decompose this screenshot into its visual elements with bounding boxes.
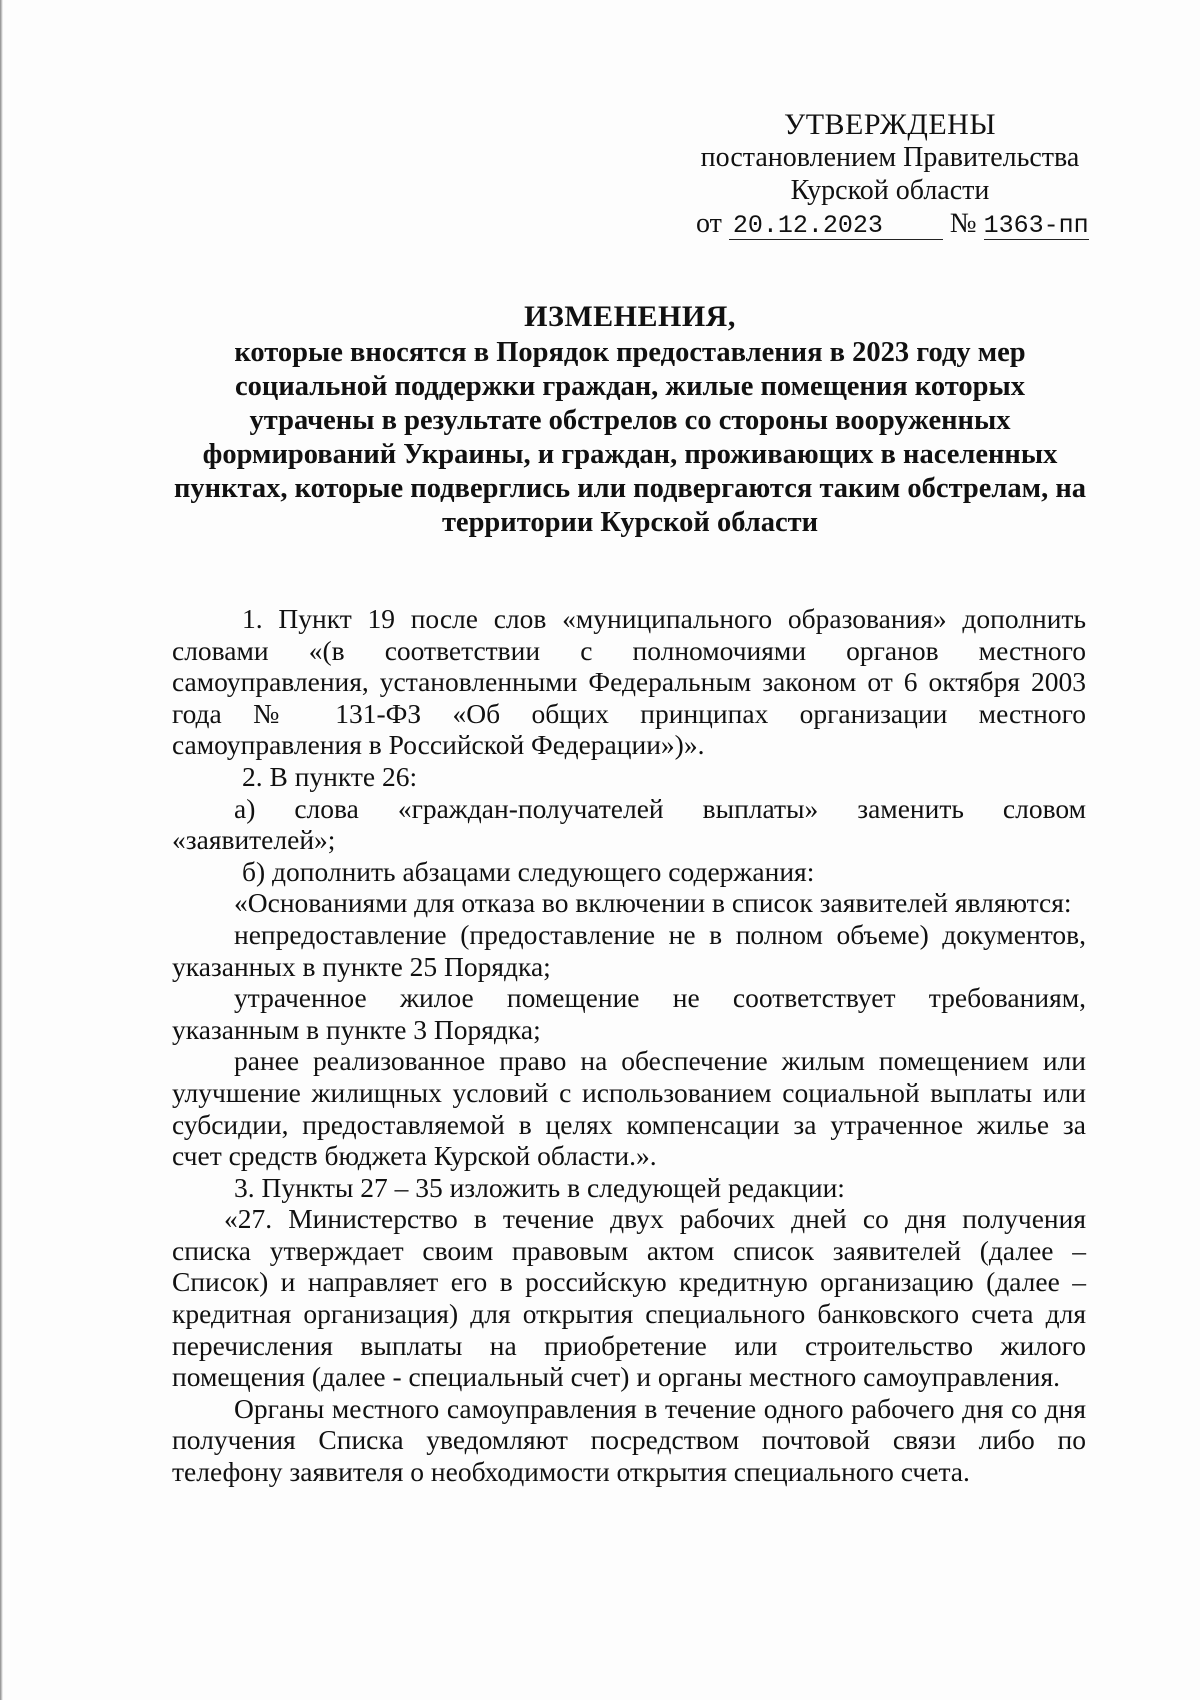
paragraph: 1. Пункт 19 после слов «муниципального образования» дополнить словами «(в соответствии с полномочиями органов местного самоуправления, установленными Федеральным законом от 6 октября 2003 года № 131-ФЗ «Об общих принципах организации местного самоуправления в Российской Федерации»)».: [172, 603, 1086, 761]
paragraph: 2. В пункте 26:: [242, 760, 418, 792]
title-heading: ИЗМЕНЕНИЯ,: [524, 300, 736, 333]
title-line: утрачены в результате обстрелов со стороны вооруженных: [249, 405, 1011, 436]
title-line: социальной поддержки граждан, жилые помещения которых: [235, 371, 1025, 402]
approval-block: [696, 108, 1089, 240]
approval-title: УТВЕРЖДЕНЫ: [783, 108, 997, 141]
paragraph: Органы местного самоуправления в течение одного рабочего дня со дня получения Списка уведомляют посредством почтовой связи либо по телефону заявителя о необходимости открытия специального счета.: [172, 1392, 1086, 1488]
paragraph: «Основаниями для отказа во включении в список заявителей являются:: [234, 887, 1072, 919]
paragraph: «27. Министерство в течение двух рабочих дней со дня получения списка утверждает своим правовым актом список заявителей (далее – Список) и направляет его в российскую кредитную организацию (далее – кредитная организация) для открытия специального банковского счета для перечисления выплаты на приобретение или строительство жилого помещения (далее - специальный счет) и органы местного самоуправления.: [172, 1203, 1086, 1393]
decree-date: 20.12.2023: [729, 213, 943, 240]
approval-region: Курской области: [790, 175, 990, 206]
title-line: территории Курской области: [441, 507, 819, 538]
paragraph: 3. Пункты 27 – 35 изложить в следующей редакции:: [234, 1171, 845, 1203]
title-line: формирований Украины, и граждан, проживающих в населенных: [202, 439, 1058, 470]
paragraph: а) слова «граждан-получателей выплаты» заменить словом «заявителей»;: [172, 792, 1086, 856]
paragraph: б) дополнить абзацами следующего содержания:: [242, 855, 815, 887]
approval-date-line: [696, 207, 1089, 240]
decree-number: 1363-пп: [983, 211, 1089, 240]
date-prefix: от: [696, 208, 722, 239]
document-body: [172, 603, 1086, 1488]
scan-edge: [0, 0, 3, 1700]
paragraph: ранее реализованное право на обеспечение жилым помещением или улучшение жилищных условий с использованием социальной выплаты или субсидии, предоставляемой в целях компенсации за утраченное жилье за счет средств бюджета Курской области.».: [172, 1045, 1086, 1172]
title-line: пунктах, которые подверглись или подвергаются таким обстрелам, на: [174, 473, 1086, 504]
paragraph: утраченное жилое помещение не соответствует требованиям, указанным в пункте 3 Порядка;: [172, 982, 1086, 1045]
number-prefix: №: [949, 208, 977, 239]
title-line: которые вносятся в Порядок предоставления в 2023 году мер: [234, 337, 1026, 368]
approval-authority: постановлением Правительства: [700, 142, 1080, 173]
document-title: [170, 300, 1090, 540]
paragraph: непредоставление (предоставление не в полном объеме) документов, указанных в пункте 25 Порядка;: [172, 918, 1086, 982]
